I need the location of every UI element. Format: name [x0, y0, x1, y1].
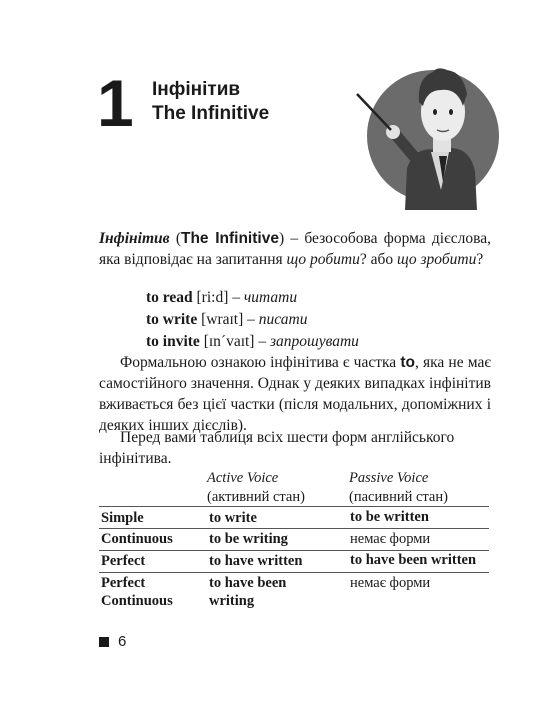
example-translation: читати — [243, 289, 298, 306]
chapter-title — [152, 78, 269, 126]
example-transcription: [ɪnˊvaɪt] — [203, 333, 255, 350]
table-rule — [99, 506, 489, 507]
active-voice-title: Active Voice — [207, 470, 279, 486]
row-form: Perfect Continuous — [101, 575, 173, 609]
row-passive: to be written — [350, 509, 429, 525]
example-translation: писати — [258, 311, 308, 328]
row-active: to have written — [209, 553, 303, 569]
example-word: to read — [146, 289, 193, 306]
example-word: to write — [146, 311, 198, 328]
term-en: The Infinitive — [180, 230, 279, 247]
example-line — [146, 309, 307, 330]
intro-text-3: ? — [476, 251, 484, 268]
intro-text-2: ? або — [359, 251, 397, 268]
row-passive: немає форми — [350, 575, 431, 591]
active-voice-subtitle: (активний стан) — [207, 489, 305, 505]
intro-text-1: ) – безособова форма дієслова, яка відповідає на запитання — [99, 230, 492, 268]
row-passive: to have been written — [350, 552, 477, 568]
table-rule — [99, 528, 489, 529]
example-line — [146, 331, 359, 352]
example-line — [146, 287, 297, 308]
example-translation: запрошувати — [269, 333, 359, 350]
chapter-title-en: The Infinitive — [152, 103, 270, 124]
passive-voice-header — [349, 469, 448, 507]
example-transcription: [wraɪt] — [201, 311, 244, 328]
row-form: Continuous — [101, 531, 173, 547]
row-active: to write — [209, 510, 257, 526]
term-ua: Інфінітив — [99, 230, 170, 247]
table-rule — [99, 572, 489, 573]
question-1: що робити — [286, 251, 360, 268]
teacher-illustration — [355, 60, 505, 210]
passive-voice-title: Passive Voice — [349, 470, 429, 486]
particle-to: to — [400, 354, 415, 371]
row-active: to be writing — [209, 531, 288, 547]
paragraph-to-particle — [99, 352, 491, 436]
para2-text-a: Формальною ознакою інфінітива є частка — [120, 354, 401, 371]
intro-paragraph — [99, 228, 491, 270]
row-active: to have been writing — [209, 575, 287, 609]
example-dash: – — [232, 289, 240, 306]
paren-open: ( — [175, 230, 181, 247]
question-2: що зробити — [397, 251, 477, 268]
example-word: to invite — [146, 333, 200, 350]
active-voice-header — [207, 469, 305, 507]
passive-voice-subtitle: (пасивний стан) — [349, 489, 448, 505]
example-dash: – — [247, 311, 255, 328]
row-form: Simple — [101, 510, 144, 526]
paragraph-table-intro: Перед вами таблиця всіх шести форм англійського інфінітива. — [99, 429, 455, 467]
chapter-number: 1 — [97, 66, 132, 140]
example-transcription: [ri:d] — [196, 289, 229, 306]
row-form: Perfect — [101, 553, 146, 569]
para2-text-c: , яка не має самостійного значення. Однак у деяких випадках інфінітив вживається без цієї частки (після модальних, допоміжних і деяких інших дієслів). — [99, 354, 491, 434]
chapter-title-ua: Інфінітив — [152, 79, 241, 100]
row-passive: немає форми — [350, 531, 431, 547]
page-number: 6 — [118, 633, 127, 650]
page-marker — [99, 637, 109, 647]
example-dash: – — [258, 333, 267, 350]
